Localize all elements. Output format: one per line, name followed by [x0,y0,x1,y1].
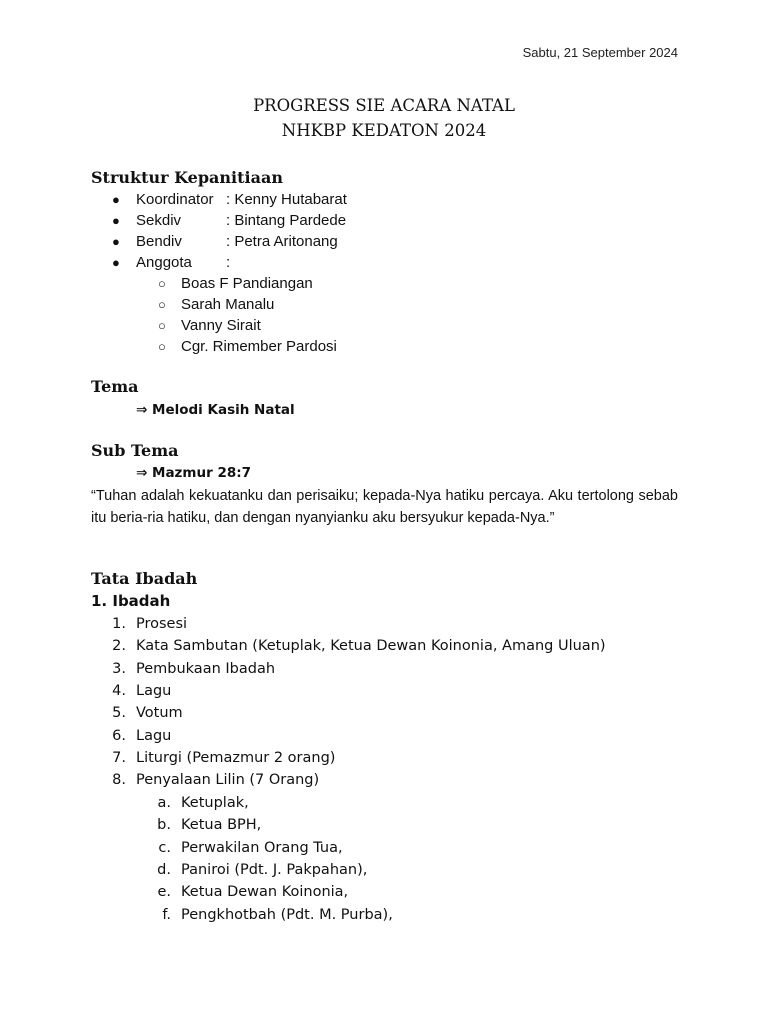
list-text: Pembukaan Ibadah [136,660,276,677]
list-number: 7. [112,749,126,766]
list-number: 4. [112,682,126,699]
list-number: 3. [112,660,126,677]
list-text: Kata Sambutan (Ketuplak, Ketua Dewan Koinonia, Amang Uluan) [136,638,606,655]
list-letter: e. [157,884,171,901]
struktur-heading: Struktur Kepanitiaan [91,168,283,187]
list-letter: f. [162,906,171,923]
role-value: : [226,254,231,271]
list-text: Penyalaan Lilin (7 Orang) [136,772,320,789]
list-text: Ketua Dewan Koinonia, [181,884,349,901]
circle-bullet-icon: ○ [158,276,166,291]
list-text: Ketua BPH, [181,817,262,834]
tata-ibadah-heading: Tata Ibadah [91,569,198,588]
role-label: Bendiv [136,233,182,250]
list-text: Prosesi [136,616,188,632]
document-title [0,93,768,143]
list-letter: c. [158,839,171,856]
list-text: Paniroi (Pdt. J. Pakpahan), [181,861,368,878]
role-value: : Petra Aritonang [226,233,338,250]
list-number: 6. [112,727,126,744]
role-value: : Bintang Pardede [226,212,347,229]
role-label: Sekdiv [136,212,182,229]
list-text: Perwakilan Orang Tua, [181,839,343,856]
list-text: Ketuplak, [181,795,249,811]
circle-bullet-icon: ○ [158,339,166,354]
document-date: Sabtu, 21 September 2024 [522,45,678,60]
list-text: Liturgi (Pemazmur 2 orang) [136,749,336,766]
list-text: Lagu [136,682,172,699]
list-number: 5. [112,705,126,722]
anggota-name: Boas F Pandiangan [181,275,313,292]
anggota-name: Sarah Manalu [181,296,275,313]
list-text: Votum [136,705,183,722]
bible-verse-quote: “Tuhan adalah kekuatanku dan perisaiku; kepada-Nya hatiku percaya. Aku tertolong sebab itu beria-ria hatiku, dan dengan nyanyianku aku bersyukur kepada-Nya.” [91,488,678,526]
list-letter: b. [157,817,171,834]
list-letter: d. [157,861,171,878]
title-line-2: NHKBP KEDATON 2024 [281,121,487,140]
tema-heading: Tema [91,377,139,396]
title-line-1: PROGRESS SIE ACARA NATAL [253,96,515,115]
list-number: 2. [112,638,126,655]
bullet-icon: ● [112,192,120,207]
circle-bullet-icon: ○ [158,297,166,312]
bullet-icon: ● [112,234,120,249]
circle-bullet-icon: ○ [158,318,166,333]
anggota-name: Cgr. Rimember Pardosi [181,338,337,355]
list-text: Lagu [136,727,172,744]
bullet-icon: ● [112,255,120,270]
role-value: : Kenny Hutabarat [226,191,347,208]
ibadah-subheading: 1. Ibadah [91,592,171,610]
bullet-icon: ● [112,213,120,228]
list-letter: a. [157,795,171,811]
list-text: Pengkhotbah (Pdt. M. Purba), [181,906,393,923]
role-label: Koordinator [136,191,214,208]
list-number: 1. [112,616,126,632]
subtema-heading: Sub Tema [91,441,179,460]
list-number: 8. [112,772,126,789]
subtema-value: ⇒ Mazmur 28:7 [136,465,252,481]
tema-value: ⇒ Melodi Kasih Natal [136,402,295,418]
anggota-name: Vanny Sirait [181,317,261,334]
role-label: Anggota [136,254,192,271]
